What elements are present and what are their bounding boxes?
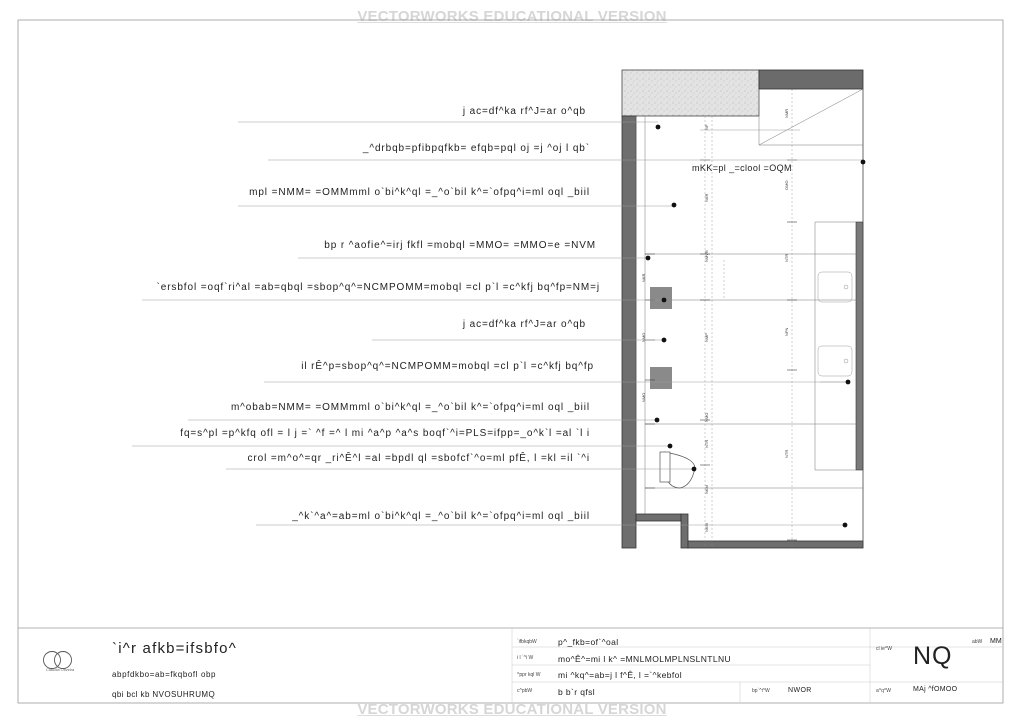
drawing-title: `i^r afkb=ifsbfo^ — [112, 640, 237, 657]
dim-15: NKM — [704, 485, 709, 494]
reference-lines — [705, 89, 792, 548]
dim-13: NTR — [704, 439, 709, 448]
client-key: `ifbkqbW — [517, 639, 537, 645]
watermark-bottom: VECTORWORKS EDUCATIONAL VERSION — [357, 701, 667, 718]
annotation-9: fq=s^pl =p^kfq ofl = l j =` ^f =^ l mi ^a^p ^a^s boqf`^i=PLS=ifpp=_o^k`l =al `l i — [180, 428, 590, 439]
subject-value: mi ^kq^=ab=j l f^Ê, l =`^kebfol — [558, 670, 683, 680]
dim-11: NMO — [641, 392, 646, 402]
subject-key: ^ppr kql W — [517, 672, 541, 678]
dim-10: NPN — [784, 327, 789, 336]
floor-plan — [132, 70, 865, 548]
bottom-wall-b — [681, 514, 688, 548]
dim-9: NMP — [704, 333, 709, 342]
annotation-3: mpl =NMM= =OMMmml o`bi^k^ql =_^o`bil k^=`ofpq^i=ml oql _biil — [249, 187, 590, 198]
dim-8: NMO — [641, 332, 646, 342]
annotation-7: il rÊ^p=sbop^q^=NCMPOMM=mobql =cl p`l =c^kfj bq^fp — [301, 361, 594, 372]
registration: qbi bcl kb NVOSUHRUMQ — [112, 690, 216, 699]
annotation-6: j ac=df^ka rf^J=ar o^qb — [462, 319, 586, 330]
annotation-5: `ersbfol =oqf`ri^al =ab=qbql =sbop^q^=NCMPOMM=mobql =cl p`l =c^kfj bq^fp=NM=j — [156, 282, 600, 293]
annotation-10: crol =m^o^=qr _ri^Ê^l =al =bpdl ql =sbofcf`^o=ml pfÊ, l =kl =il `^i — [247, 453, 590, 464]
total-key: abW — [972, 639, 983, 645]
stage-value: b b`r qfsl — [558, 687, 596, 697]
dim-2: NMR — [784, 108, 789, 118]
sheet-number: NQ — [913, 642, 953, 670]
client-value: p^_fkb=of`^oal — [558, 637, 619, 647]
bottom-wall-c — [688, 541, 863, 548]
dim-14: NTR — [784, 449, 789, 458]
right-wall — [856, 222, 863, 470]
granite-slab — [622, 70, 759, 116]
scale-value: NWOR — [788, 687, 812, 694]
washbasins — [818, 272, 852, 376]
annotation-11: _^k`^a^=ab=ml o`bi^k^ql =_^o`bil k^=`ofpq^i=ml oql _biil — [292, 511, 590, 522]
niche-1 — [650, 287, 672, 309]
subtitle: abpfdkbo=ab=fkqbofl obp — [112, 670, 217, 679]
annotation-1: j ac=df^ka rf^J=ar o^qb — [462, 106, 586, 117]
room-label: mKK=pl _=clool =OQM — [692, 163, 792, 173]
watermark-top: VECTORWORKS EDUCATIONAL VERSION — [357, 8, 667, 25]
scale-key: bp`^i^W — [752, 688, 770, 694]
stage-key: c^pbW — [517, 688, 533, 694]
annotation-4: bp r ^aofie^=irj fkfl =mobql =MMO= =MMO=e =NVM — [324, 240, 596, 251]
location-key: i l `^i W — [517, 655, 534, 661]
total-value: MM — [990, 638, 1002, 645]
top-wall — [759, 70, 863, 89]
dim-12: NMO — [704, 412, 709, 422]
dim-3: NKR — [704, 193, 709, 202]
dim-1: NP — [704, 124, 709, 130]
sheet-key: cl ie^W — [876, 646, 892, 652]
left-wall — [622, 116, 636, 548]
annotation-2: _^drbqb=pfibpqfkb= efqb=pql oj =j ^oj l qb` — [362, 143, 590, 154]
dim-4: OMO — [784, 180, 789, 190]
dim-6: NMVR — [704, 250, 709, 262]
toilet — [660, 452, 695, 488]
dim-7: NTR — [784, 253, 789, 262]
annotation-8: m^obab=NMM= =OMMmml o`bi^k^ql =_^o`bil k^=`ofpq^i=ml oql _biil — [230, 402, 590, 413]
date-value: MAj ^fOMOO — [913, 686, 958, 693]
location-value: mo^Ê^=mi l k^ =MNLMOLMPLNSLNTLNU — [558, 654, 732, 664]
niche-2 — [650, 367, 672, 389]
logo-name: Claudia Oliveira — [46, 667, 75, 672]
logo-mark — [44, 652, 72, 669]
dim-16: NKM — [704, 523, 709, 532]
date-key: a^q^W — [876, 688, 891, 694]
dim-5: NKR — [641, 273, 646, 282]
bottom-wall-a — [636, 514, 681, 521]
leader-dots — [646, 125, 866, 528]
